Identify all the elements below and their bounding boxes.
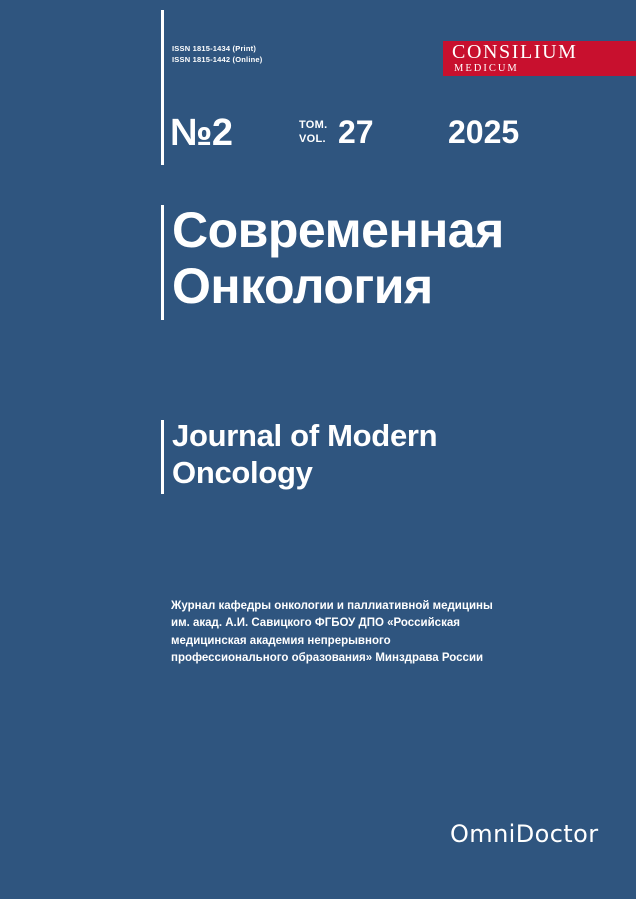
journal-title-ru-line1: Современная [172,202,504,258]
volume-label-en: VOL. [299,132,326,145]
issue-number: №2 [170,112,233,154]
volume-label-ru: ТОМ. [299,119,328,131]
accent-rule-title-ru [161,205,164,320]
accent-rule-top [161,10,164,165]
affiliation-text: Журнал кафедры онкологии и паллиативной медицины им. акад. А.И. Савицкого ФГБОУ ДПО «Российская медицинская академия непрерывного профессионального образования» Минздрава России [171,600,493,664]
journal-title-ru-line2: Онкология [172,258,433,314]
volume-labels [299,119,327,147]
issn-block [172,44,262,66]
journal-title-en-line1: Journal of Modern [172,418,438,453]
issn-print: ISSN 1815-1434 (Print) [172,44,257,53]
omnidoctor-logo: OmniDoctor [450,820,599,848]
volume-number: 27 [338,114,374,150]
issn-online: ISSN 1815-1442 (Online) [172,54,263,64]
journal-title-en [172,417,437,491]
consilium-medicum-logo [443,41,636,76]
consilium-logo-line1: CONSILIUM [452,40,578,63]
issue-info [170,112,590,168]
journal-title-en-line2: Oncology [172,455,313,491]
accent-rule-title-en [161,420,164,494]
consilium-logo-line2: MEDICUM [454,62,519,74]
issue-year: 2025 [448,114,520,150]
journal-title-ru [172,202,504,314]
